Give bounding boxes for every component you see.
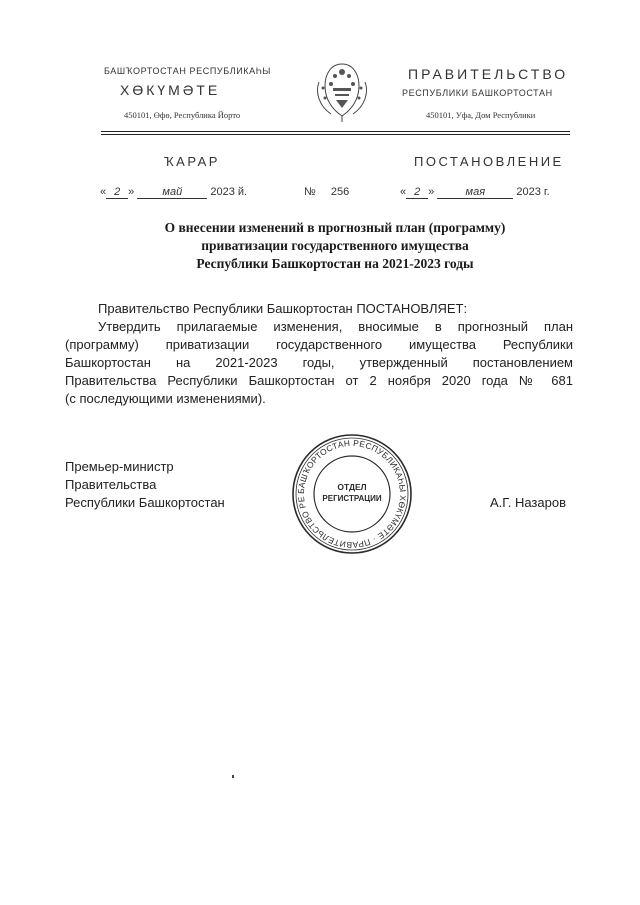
- body-line-4: Правительства Республики Башкортостан от 2 ноября 2020 года № 681: [65, 373, 573, 388]
- date-right-year: 2023 г.: [516, 186, 550, 198]
- date-right-close-quote: »: [428, 186, 435, 198]
- header-separator-bottom: [101, 134, 570, 135]
- body-paragraph: [65, 318, 573, 408]
- date-right-month: мая: [437, 186, 513, 199]
- doc-type-right: ПОСТАНОВЛЕНИЕ: [414, 154, 564, 169]
- title-line-2: приватизации государственного имущества: [201, 238, 469, 253]
- title-line-1: О внесении изменений в прогнозный план (программу): [164, 220, 506, 235]
- date-left-year: 2023 й.: [210, 186, 248, 198]
- date-right-day: 2: [406, 186, 428, 199]
- header-left-title: ХӨКҮМӘТЕ: [120, 82, 221, 98]
- title-line-3: Республики Башкортостан на 2021-2023 годы: [196, 256, 474, 271]
- date-right: [400, 186, 550, 199]
- date-left-month: май: [137, 186, 207, 199]
- signatory-name: А.Г. Назаров: [490, 495, 566, 510]
- number-value: 256: [330, 186, 350, 198]
- signature-position: [65, 458, 225, 512]
- header-left-address: 450101, Өфө, Республика Йорто: [124, 110, 241, 120]
- doc-type-left: ҠАРАР: [164, 154, 220, 169]
- header-left-org: БАШҠОРТОСТАН РЕСПУБЛИКАҺЫ: [104, 66, 271, 76]
- date-left-close-quote: »: [128, 186, 135, 198]
- header-separator-top: [101, 131, 570, 132]
- body-line-3: Башкортостан на 2021-2023 годы, утвержденный постановлением: [65, 355, 573, 370]
- signature-position-line-1: Премьер-министр: [65, 459, 174, 474]
- body-line-5: (с последующими изменениями).: [65, 391, 266, 406]
- signature-position-line-2: Правительства: [65, 477, 157, 492]
- speck-mark: [232, 775, 234, 778]
- document-title: [90, 219, 580, 273]
- body-line-1: Утвердить прилагаемые изменения, вносимые в прогнозный план: [98, 319, 573, 334]
- header-right-org: РЕСПУБЛИКИ БАШКОРТОСТАН: [402, 88, 553, 98]
- date-right-open-quote: «: [400, 186, 407, 198]
- date-left-day: 2: [106, 186, 128, 199]
- date-left: [100, 186, 247, 199]
- stamp-outer-text: БАШҠОРТОСТАН РЕСПУБЛИКАҺЫ ХӨКҮМӘТЕ · ПРАВИТЕЛЬСТВО РЕ: [295, 437, 409, 551]
- registration-stamp: [290, 432, 414, 556]
- body-line-2: (программу) приватизации государственного имущества Республики: [65, 337, 573, 352]
- stamp-center-line-1: ОТДЕЛ: [337, 482, 367, 492]
- header-right-address: 450101, Уфа, Дом Республики: [426, 110, 536, 120]
- stamp-center-line-2: РЕГИСТРАЦИИ: [322, 494, 382, 503]
- signature-position-line-3: Республики Башкортостан: [65, 495, 225, 510]
- doc-number: [304, 186, 349, 198]
- header-right-title: ПРАВИТЕЛЬСТВО: [408, 66, 569, 82]
- number-sign: №: [304, 186, 316, 198]
- coat-of-arms-emblem: [311, 58, 373, 124]
- body-intro: Правительство Республики Башкортостан ПОСТАНОВЛЯЕТ:: [98, 301, 468, 316]
- date-left-open-quote: «: [100, 186, 107, 198]
